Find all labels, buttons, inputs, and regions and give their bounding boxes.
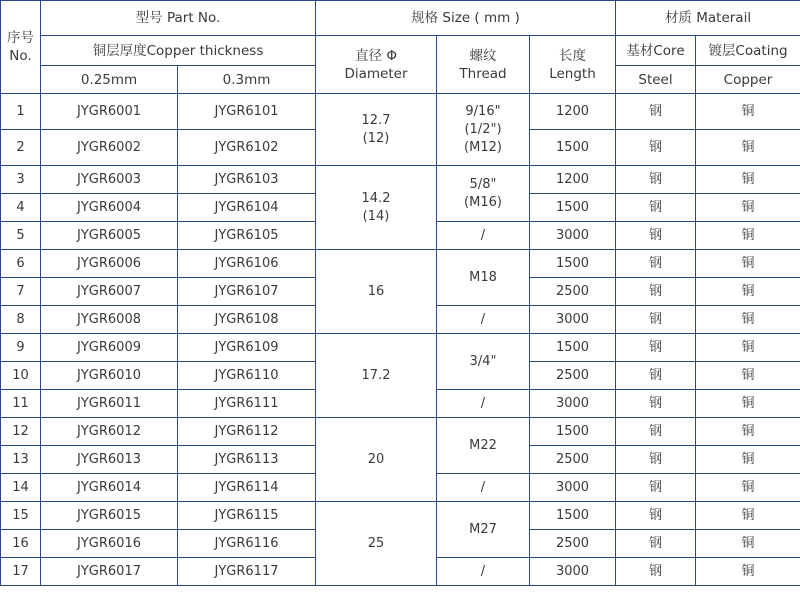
part-no-025: JYGR6009 [41,334,178,362]
core-cell: 钢 [616,474,696,502]
core-cell: 钢 [616,250,696,278]
part-no-03: JYGR6110 [178,362,316,390]
part-no-03: JYGR6101 [178,94,316,130]
length-cell: 3000 [530,222,616,250]
core-cell: 钢 [616,130,696,166]
row-number: 5 [1,222,41,250]
length-cell: 1500 [530,194,616,222]
row-number: 8 [1,306,41,334]
row-number: 15 [1,502,41,530]
core-cell: 钢 [616,390,696,418]
header-core: 基材Core [616,36,696,66]
table-row [1,334,800,362]
row-number: 12 [1,418,41,446]
coating-cell: 铜 [696,278,800,306]
core-cell: 钢 [616,502,696,530]
row-number: 10 [1,362,41,390]
header-size: 规格 Size ( mm ) [316,1,616,36]
coating-cell: 铜 [696,166,800,194]
length-cell: 1500 [530,334,616,362]
coating-cell: 铜 [696,334,800,362]
length-cell: 2500 [530,278,616,306]
header-diameter: 直径 Φ Diameter [316,36,437,94]
part-no-03: JYGR6106 [178,250,316,278]
length-cell: 1500 [530,502,616,530]
table-row [1,502,800,530]
coating-cell: 铜 [696,94,800,130]
header-thread: 螺纹 Thread [437,36,530,94]
header-thickness-03: 0.3mm [178,66,316,94]
header-coating: 镀层Coating [696,36,800,66]
row-number: 9 [1,334,41,362]
thread-cell: M27 [437,502,530,558]
core-cell: 钢 [616,362,696,390]
part-no-03: JYGR6107 [178,278,316,306]
thread-cell: 5/8" (M16) [437,166,530,222]
length-cell: 1500 [530,418,616,446]
part-no-025: JYGR6004 [41,194,178,222]
table-row [1,94,800,130]
part-no-03: JYGR6114 [178,474,316,502]
row-number: 3 [1,166,41,194]
row-number: 13 [1,446,41,474]
coating-cell: 铜 [696,418,800,446]
header-no: 序号 No. [1,1,41,94]
thread-cell: / [437,474,530,502]
part-no-025: JYGR6008 [41,306,178,334]
row-number: 17 [1,558,41,586]
diameter-cell: 12.7 (12) [316,94,437,166]
coating-cell: 铜 [696,130,800,166]
diameter-cell: 16 [316,250,437,334]
part-no-03: JYGR6109 [178,334,316,362]
length-cell: 1200 [530,94,616,130]
length-cell: 1500 [530,130,616,166]
header-thickness-025: 0.25mm [41,66,178,94]
length-cell: 2500 [530,530,616,558]
part-no-03: JYGR6117 [178,558,316,586]
part-no-03: JYGR6112 [178,418,316,446]
row-number: 4 [1,194,41,222]
part-no-03: JYGR6102 [178,130,316,166]
thread-cell: 3/4" [437,334,530,390]
thread-cell: M22 [437,418,530,474]
coating-cell: 铜 [696,446,800,474]
part-no-025: JYGR6002 [41,130,178,166]
core-cell: 钢 [616,94,696,130]
core-cell: 钢 [616,446,696,474]
core-cell: 钢 [616,558,696,586]
diameter-cell: 25 [316,502,437,586]
length-cell: 2500 [530,446,616,474]
thread-cell: M18 [437,250,530,306]
part-no-025: JYGR6015 [41,502,178,530]
part-no-025: JYGR6006 [41,250,178,278]
header-length: 长度 Length [530,36,616,94]
row-number: 7 [1,278,41,306]
length-cell: 3000 [530,390,616,418]
part-no-025: JYGR6010 [41,362,178,390]
part-no-025: JYGR6012 [41,418,178,446]
part-no-025: JYGR6013 [41,446,178,474]
part-no-025: JYGR6005 [41,222,178,250]
core-cell: 钢 [616,530,696,558]
part-no-03: JYGR6111 [178,390,316,418]
part-no-025: JYGR6016 [41,530,178,558]
part-no-03: JYGR6116 [178,530,316,558]
thread-cell: / [437,222,530,250]
row-number: 6 [1,250,41,278]
length-cell: 2500 [530,362,616,390]
part-no-025: JYGR6011 [41,390,178,418]
header-core-material: Steel [616,66,696,94]
diameter-cell: 17.2 [316,334,437,418]
part-no-03: JYGR6104 [178,194,316,222]
coating-cell: 铜 [696,222,800,250]
row-number: 11 [1,390,41,418]
coating-cell: 铜 [696,474,800,502]
part-no-025: JYGR6017 [41,558,178,586]
thread-cell: / [437,558,530,586]
thread-cell: / [437,390,530,418]
row-number: 1 [1,94,41,130]
thread-cell: 9/16" (1/2") (M12) [437,94,530,166]
part-no-025: JYGR6001 [41,94,178,130]
part-no-025: JYGR6007 [41,278,178,306]
thread-cell: / [437,306,530,334]
core-cell: 钢 [616,166,696,194]
coating-cell: 铜 [696,306,800,334]
length-cell: 1500 [530,250,616,278]
part-no-025: JYGR6014 [41,474,178,502]
table-row [1,250,800,278]
part-no-03: JYGR6108 [178,306,316,334]
coating-cell: 铜 [696,558,800,586]
coating-cell: 铜 [696,250,800,278]
core-cell: 钢 [616,194,696,222]
coating-cell: 铜 [696,502,800,530]
core-cell: 钢 [616,334,696,362]
coating-cell: 铜 [696,362,800,390]
part-no-03: JYGR6103 [178,166,316,194]
core-cell: 钢 [616,222,696,250]
part-no-03: JYGR6115 [178,502,316,530]
core-cell: 钢 [616,306,696,334]
core-cell: 钢 [616,278,696,306]
coating-cell: 铜 [696,390,800,418]
length-cell: 3000 [530,474,616,502]
table-row [1,418,800,446]
header-material: 材质 Materail [616,1,800,36]
length-cell: 3000 [530,306,616,334]
header-part-no: 型号 Part No. [41,1,316,36]
part-no-025: JYGR6003 [41,166,178,194]
part-no-03: JYGR6105 [178,222,316,250]
core-cell: 钢 [616,418,696,446]
table-row [1,166,800,194]
diameter-cell: 14.2 (14) [316,166,437,250]
row-number: 16 [1,530,41,558]
coating-cell: 铜 [696,194,800,222]
part-no-03: JYGR6113 [178,446,316,474]
length-cell: 1200 [530,166,616,194]
header-coating-material: Copper [696,66,800,94]
header-copper-thickness: 铜层厚度Copper thickness [41,36,316,66]
length-cell: 3000 [530,558,616,586]
row-number: 2 [1,130,41,166]
diameter-cell: 20 [316,418,437,502]
coating-cell: 铜 [696,530,800,558]
row-number: 14 [1,474,41,502]
